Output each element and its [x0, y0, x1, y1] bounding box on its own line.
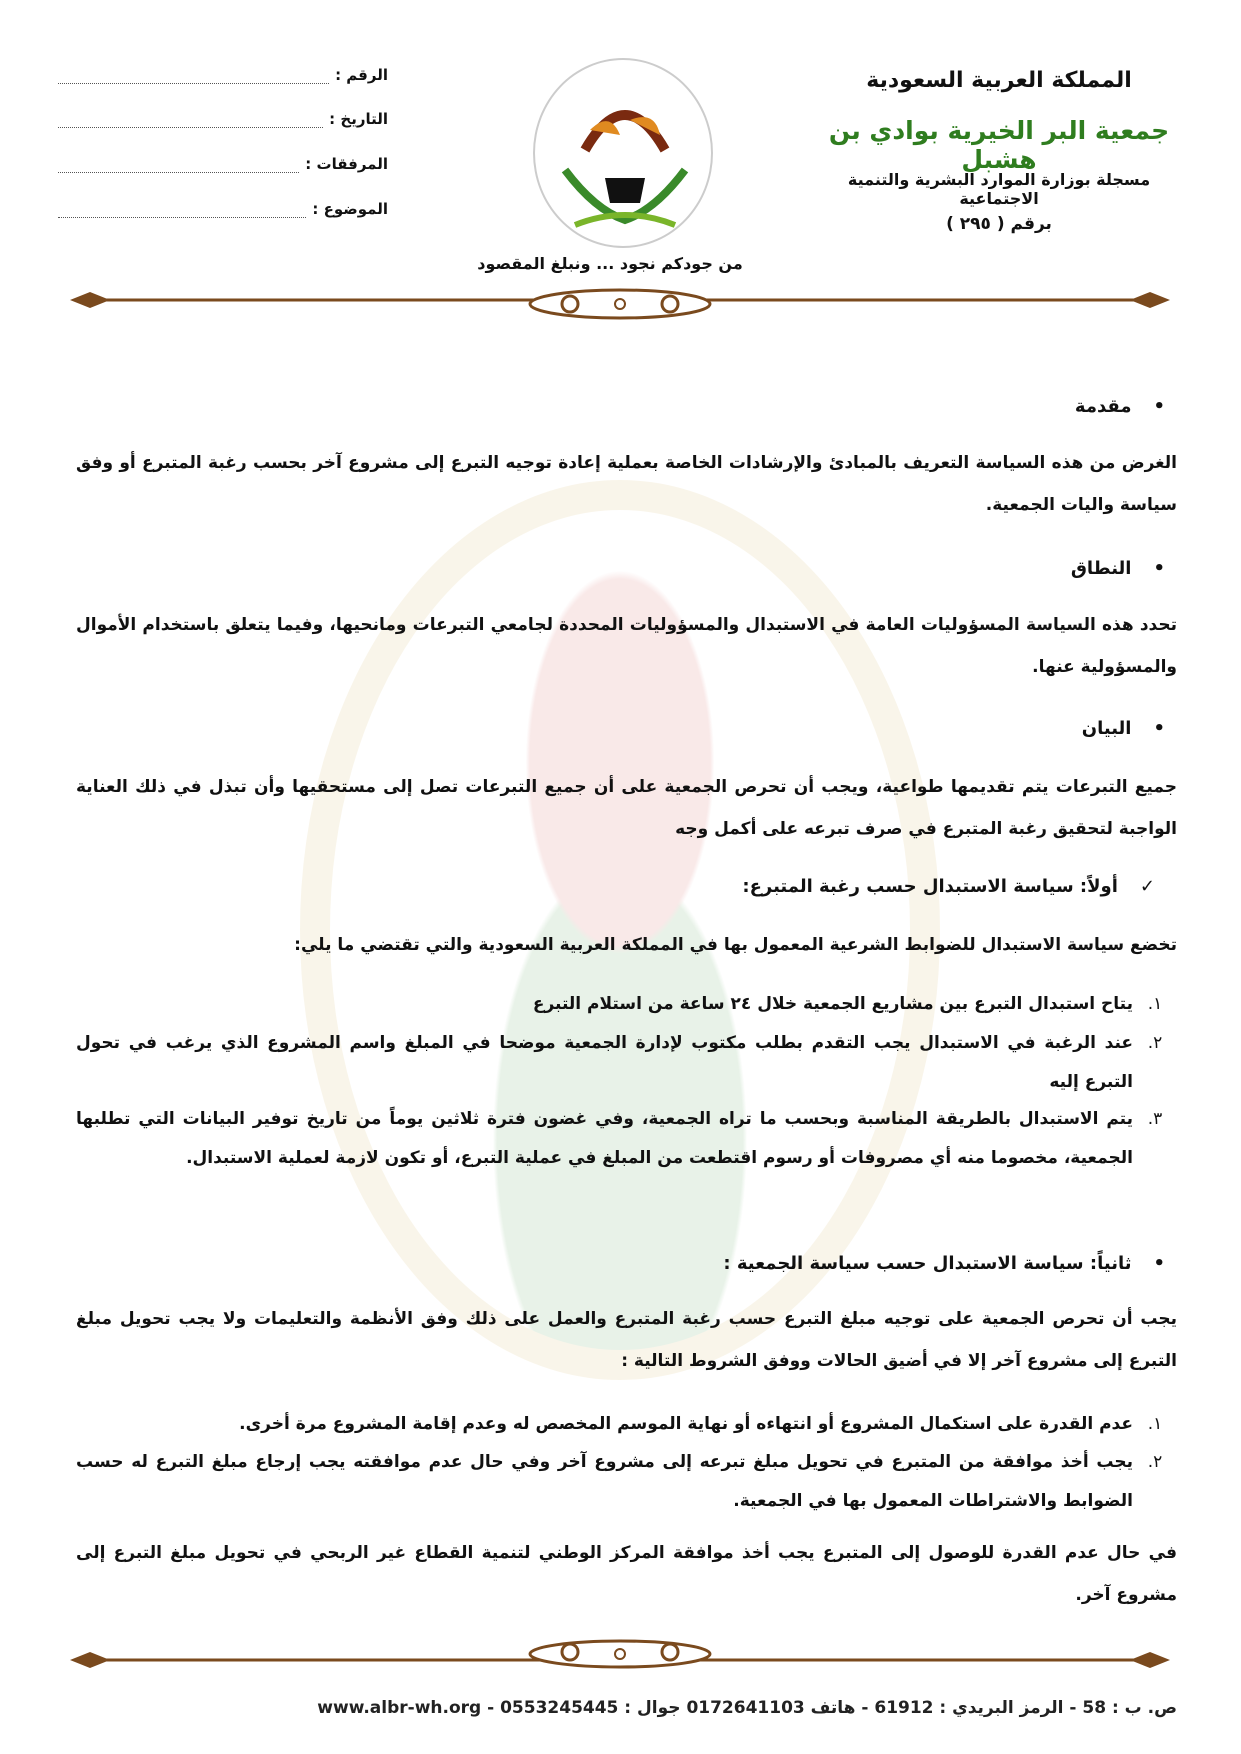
bullet-icon: •: [1153, 396, 1165, 417]
org-name: جمعية البر الخيرية بوادي بن هشبل: [828, 116, 1170, 174]
registration-number: برقم ( ٢٩٥ ): [946, 214, 1052, 234]
heading-text: مقدمة: [1074, 396, 1132, 417]
scope-paragraph: تحدد هذه السياسة المسؤوليات العامة في الاستبدال والمسؤوليات المحددة لجامعي التبرعات ومانحيها، وفيما يتعلق باستخدام الأموال والمسؤولية عنها.: [76, 615, 1177, 677]
checkmark-icon: ✓: [1139, 876, 1155, 897]
second-policy-intro: يجب أن تحرص الجمعية على توجيه مبلغ التبرع حسب رغبة المتبرع والعمل على ذلك وفق الأنظمة والتعليمات ولا يجب تحويل مبلغ التبرع إلى مشروع آخر إلا في أضيق الحالات ووفق الشروط التالية :: [76, 1309, 1177, 1371]
section-statement-heading: [1082, 718, 1165, 739]
second-policy-heading: [723, 1253, 1165, 1274]
statement-paragraph: جميع التبرعات يتم تقديمها طواعية، ويجب أن تحرص الجمعية على أن جميع التبرعات تصل إلى مستحقيها وأن تبذل في ذلك العناية الواجبة لتحقيق رغبة المتبرع في صرف تبرعه على أكمل وجه: [76, 777, 1177, 839]
bullet-icon: •: [1153, 558, 1165, 579]
first-policy-heading: [742, 876, 1155, 897]
section-scope-heading: [1071, 558, 1165, 579]
field-number[interactable]: [58, 66, 388, 84]
list-item: ٢. يجب أخذ موافقة من المتبرع في تحويل مبلغ تبرعه إلى مشروع آخر وفي حال عدم موافقته يجب إرجاع مبلغ التبرع له حسب الضوابط والاشتراطات المعمول بها في الجمعية.: [76, 1452, 1163, 1511]
field-date[interactable]: [58, 110, 388, 128]
list-item: ٣. يتم الاستبدال بالطريقة المناسبة وبحسب ما تراه الجمعية، وفي غضون فترة ثلاثين يوماً من تاريخ توفير البيانات التي تطلبها الجمعية، مخصوما منه أي مصروفات أو رسوم اقتطعت من المبلغ في عملية التبرع، أو تكون لازمة لعملية الاستبدال.: [76, 1109, 1163, 1168]
bullet-icon: •: [1153, 1253, 1165, 1274]
field-label: المرفقات :: [305, 155, 388, 173]
heading-text: النطاق: [1070, 558, 1132, 579]
field-attachments[interactable]: [58, 155, 388, 173]
field-label: الرقم :: [335, 66, 388, 84]
field-subject[interactable]: [58, 200, 388, 218]
slogan: من جودكم نجود ... ونبلغ المقصود: [477, 254, 743, 273]
list-item: ١. يتاح استبدال التبرع بين مشاريع الجمعية خلال ٢٤ ساعة من استلام التبرع: [532, 994, 1163, 1014]
registration-text: مسجلة بوزارة الموارد البشرية والتنمية الاجتماعية: [847, 170, 1151, 208]
bullet-icon: •: [1153, 718, 1165, 739]
list-item: ٢. عند الرغبة في الاستبدال يجب التقدم بطلب مكتوب لإدارة الجمعية موضحا في المبلغ واسم المشروع الذي يرغب في تحول التبرع إليه: [76, 1033, 1163, 1092]
kingdom-title: المملكة العربية السعودية: [866, 68, 1132, 93]
field-label: التاريخ :: [329, 110, 388, 128]
heading-text: أولاً: سياسة الاستبدال حسب رغبة المتبرع:: [742, 876, 1118, 897]
first-policy-intro: تخضع سياسة الاستبدال للضوابط الشرعية المعمول بها في المملكة العربية السعودية والتي تقتضي ما يلي:: [294, 935, 1177, 955]
list-item: ١. عدم القدرة على استكمال المشروع أو انتهاءه أو نهاية الموسم المخصص له وعدم إقامة المشروع مرة أخرى.: [239, 1414, 1163, 1434]
intro-paragraph: الغرض من هذه السياسة التعريف بالمبادئ والإرشادات الخاصة بعملية إعادة توجيه التبرع إلى مشروع آخر بحسب رغبة المتبرع أو وفق سياسة واليات الجمعية.: [76, 453, 1177, 515]
heading-text: ثانياً: سياسة الاستبدال حسب سياسة الجمعية :: [723, 1253, 1132, 1274]
section-intro-heading: [1075, 396, 1165, 417]
footer-contact: ص. ب : 58 - الرمز البريدي : 61912 - هاتف 0172641103 جوال : 0553245445 - www.albr-wh.org: [317, 1698, 1177, 1718]
heading-text: البيان: [1081, 718, 1132, 739]
field-label: الموضوع :: [312, 200, 388, 218]
org-logo: [533, 58, 713, 248]
header-ornament: [60, 278, 1180, 322]
footer-ornament: [60, 1638, 1180, 1682]
closing-paragraph: في حال عدم القدرة للوصول إلى المتبرع يجب أخذ موافقة المركز الوطني لتنمية القطاع غير الربحي في تحويل مبلغ التبرع إلى مشروع آخر.: [76, 1543, 1177, 1605]
